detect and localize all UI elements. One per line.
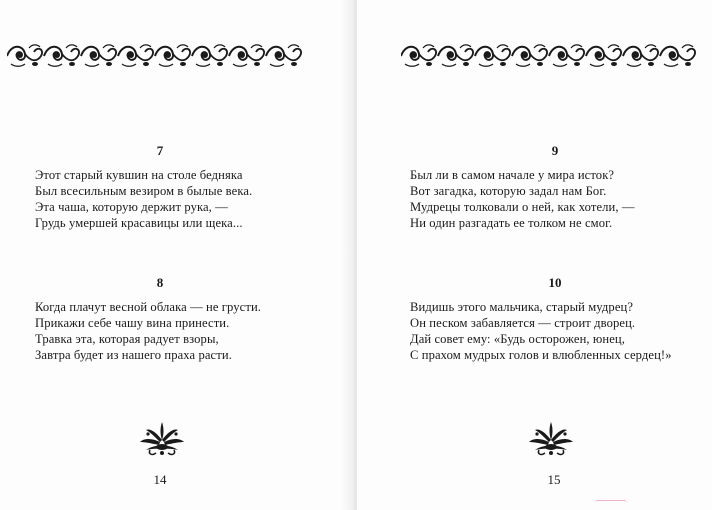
stanza-line: Травка эта, которая радует взоры,	[35, 332, 219, 346]
stanza-8	[35, 276, 315, 363]
scroll-border-ornament-icon	[7, 40, 307, 74]
stanza-number: 9	[551, 143, 559, 158]
stanza-line: Когда плачут весной облака — не грусти.	[35, 300, 262, 314]
stanza-number: 7	[156, 143, 164, 158]
stanza-number: 10	[548, 275, 562, 290]
left-page	[0, 0, 355, 510]
stanza-line: Эта чаша, которую держит рука, —	[35, 200, 228, 214]
stanza-9	[410, 144, 710, 231]
stanza-line: Был всесильным везиром в былые века.	[35, 184, 253, 198]
stanza-line: Он песком забавляется — строит дворец.	[410, 316, 636, 330]
stanza-line: Мудрецы толковали о ней, как хотели, —	[410, 200, 635, 214]
scroll-border-ornament-icon	[401, 40, 701, 74]
stanza-line: Дай совет ему: «Будь осторожен, юнец,	[410, 332, 626, 346]
page-number: 14	[153, 472, 167, 487]
pink-mark	[595, 500, 627, 509]
stanza-number: 8	[156, 275, 164, 290]
stanza-line: Видишь этого мальчика, старый мудрец?	[410, 300, 634, 314]
stanza-7	[35, 144, 315, 231]
palmette-ornament-icon	[138, 420, 186, 456]
page-number: 15	[547, 472, 561, 487]
stanza-line: Вот загадка, которую задал нам Бог.	[410, 184, 607, 198]
right-page	[357, 0, 712, 510]
palmette-ornament-icon	[527, 420, 575, 456]
stanza-line: Ни один разгадать ее толком не смог.	[410, 216, 613, 230]
stanza-line: Этот старый кувшин на столе бедняка	[35, 168, 243, 182]
stanza-line: Завтра будет из нашего праха расти.	[35, 348, 232, 362]
stanza-line: Был ли в самом начале у мира исток?	[410, 168, 615, 182]
stanza-10	[410, 276, 710, 363]
stanza-line: С прахом мудрых голов и влюбленных сердец!»	[410, 348, 672, 362]
stanza-line: Грудь умершей красавицы или щека...	[35, 216, 243, 230]
stanza-line: Прикажи себе чашу вина принести.	[35, 316, 230, 330]
